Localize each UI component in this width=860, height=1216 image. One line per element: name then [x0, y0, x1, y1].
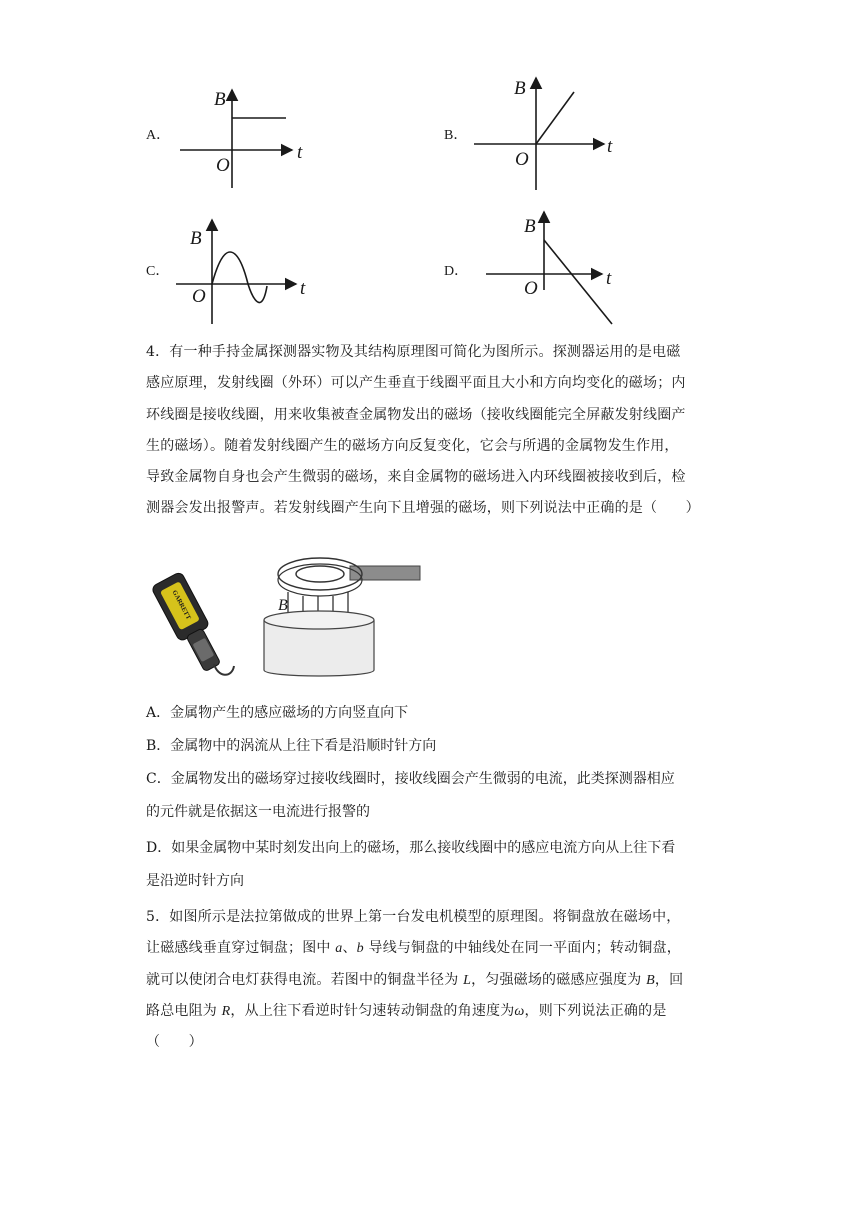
- question-4-stem: [146, 337, 718, 525]
- x-axis-label: t: [607, 136, 613, 157]
- x-axis-label: t: [606, 268, 612, 289]
- receive-coil: [296, 566, 344, 582]
- y-axis-label: B: [524, 216, 536, 237]
- q5-line-5: （ ）: [146, 1034, 203, 1051]
- q4-choice-a: A．金属物产生的感应磁场的方向竖直向下: [146, 705, 409, 721]
- origin-label: O: [524, 278, 538, 299]
- origin-label: O: [216, 155, 230, 176]
- q4-choice-d: D．如果金属物中某时刻发出向上的磁场，那么接收线圈中的感应电流方向从上往下看: [146, 840, 676, 856]
- metal-object-top: [264, 611, 374, 629]
- option-letter-b: B．: [444, 128, 468, 143]
- option-letter-d: D．: [444, 264, 469, 279]
- q5-line-4: 路总电阻为 R，从上往下看逆时针匀速转动铜盘的角速度为ω，则下列说法正确的是: [146, 1002, 667, 1019]
- q4-line: 4．有一种手持金属探测器实物及其结构原理图可简化为图所示。探测器运用的是电磁: [146, 344, 681, 360]
- q5-line-3: 就可以使闭合电灯获得电流。若图中的铜盘半径为 L，匀强磁场的磁感应强度为 B，回: [146, 971, 684, 988]
- curve: [212, 252, 267, 302]
- question-5-stem: [146, 902, 718, 1058]
- transmit-coil: [278, 558, 362, 590]
- q4-line: 测器会发出报警声。若发射线圈产生向下且增强的磁场，则下列说法中正确的是（ ）: [146, 500, 700, 517]
- q4-choice-d-cont: 是沿逆时针方向: [146, 873, 244, 889]
- q4-line: 环线圈是接收线圈，用来收集被查金属物发出的磁场（接收线圈能完全屏蔽发射线圈产: [146, 406, 686, 423]
- q4-choice-b: B．金属物中的涡流从上往下看是沿顺时针方向: [146, 738, 437, 754]
- x-axis-label: t: [300, 278, 306, 299]
- graph-option-c: [174, 214, 324, 326]
- y-axis-label: B: [214, 89, 226, 110]
- metal-detector-photo: [148, 566, 240, 682]
- graph-option-b: [472, 72, 622, 192]
- q4-line: 生的磁场）。随着发射线圈产生的磁场方向反复变化，它会与所遇的金属物发生作用，: [146, 437, 679, 454]
- option-letter-c: C．: [146, 264, 170, 279]
- q5-line-2: 让磁感线垂直穿过铜盘；图中 a、b 导线与铜盘的中轴线处在同一平面内；转动铜盘，: [146, 940, 681, 957]
- graph-option-a: [176, 80, 316, 192]
- detector-brand-label: GARRETT: [170, 589, 192, 621]
- y-axis-label: B: [514, 78, 526, 99]
- q4-line: 导致金属物自身也会产生微弱的磁场，来自金属物的磁场进入内环线圈被接收到后，检: [146, 469, 686, 486]
- detector-principle-diagram: [258, 552, 428, 682]
- transmit-coil-lower: [278, 564, 362, 596]
- origin-label: O: [192, 286, 206, 307]
- curve: [544, 240, 612, 324]
- origin-label: O: [515, 149, 529, 170]
- y-axis-label: B: [190, 228, 202, 249]
- q5-line-1: 5．如图所示是法拉第做成的世界上第一台发电机模型的原理图。将铜盘放在磁场中，: [146, 909, 681, 925]
- field-label: B: [278, 597, 288, 614]
- curve: [536, 92, 574, 144]
- q4-choice-c: C．金属物发出的磁场穿过接收线圈时，接收线圈会产生微弱的电流，此类探测器相应: [146, 771, 675, 787]
- option-letter-a: A．: [146, 128, 171, 143]
- x-axis-label: t: [297, 142, 303, 163]
- q4-line: 感应原理，发射线圈（外环）可以产生垂直于线圈平面且大小和方向均变化的磁场；内: [146, 375, 686, 392]
- graph-option-d: [484, 206, 630, 326]
- q4-choice-c-cont: 的元件就是依据这一电流进行报警的: [146, 804, 370, 820]
